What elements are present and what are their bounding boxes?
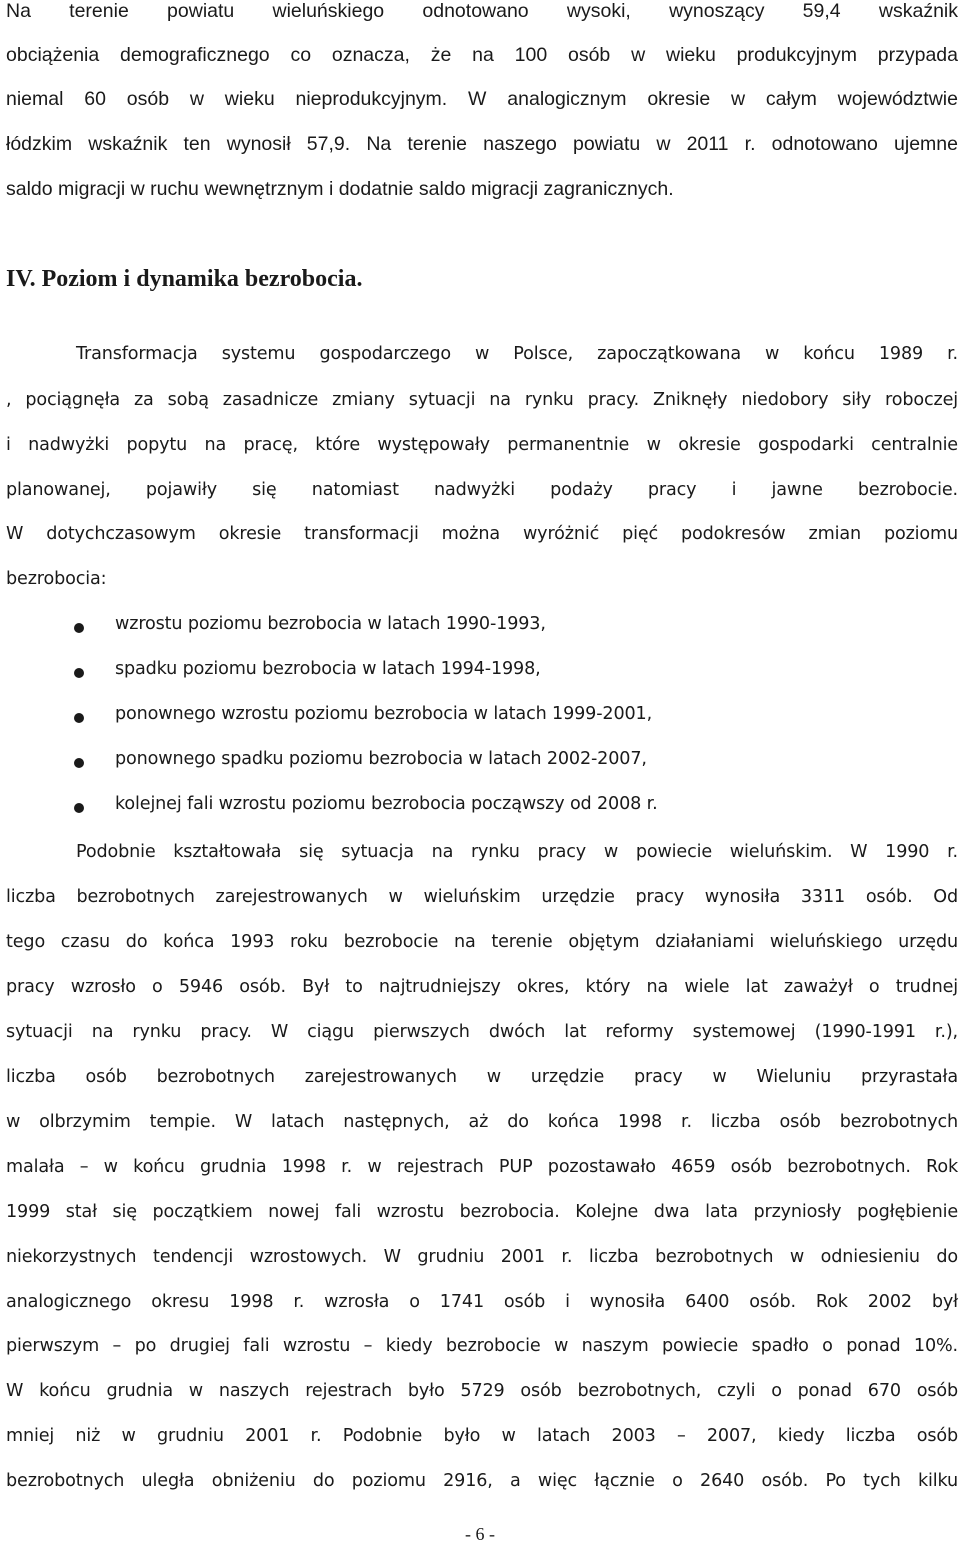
page-number: - 6 - [465,1524,495,1544]
intro-line: łódzkim wskaźnik ten wynosił 57,9. Na terenie naszego powiatu w 2011 r. odnotowano ujemne [6,133,958,155]
paragraph-line: W dotychczasowym okresie transformacji można wyróżnić pięć podokresów zmian poziomu [6,524,958,544]
paragraph-line: Transformacja systemu gospodarczego w Polsce, zapoczątkowana w końcu 1989 r. [76,344,958,364]
bullet-icon [74,803,84,813]
paragraph-line: bezrobotnych uległa obniżeniu do poziomu 2916, a więc łącznie o 2640 osób. Po tych kilku [6,1471,958,1491]
paragraph-line: analogicznego okresu 1998 r. wzrosła o 1741 osób i wynosiła 6400 osób. Rok 2002 był [6,1292,958,1312]
paragraph-line: Podobnie kształtowała się sytuacja na rynku pracy w powiecie wieluńskim. W 1990 r. [76,842,958,862]
paragraph-line: planowanej, pojawiły się natomiast nadwyżki podaży pracy i jawne bezrobocie. [6,480,958,500]
list-item: spadku poziomu bezrobocia w latach 1994-1998, [115,659,541,679]
paragraph-line: 1999 stał się początkiem nowej fali wzrostu bezrobocia. Kolejne dwa lata przyniosły pogłębienie [6,1202,958,1222]
intro-line: saldo migracji w ruchu wewnętrznym i dodatnie saldo migracji zagranicznych. [6,178,674,200]
list-item: ponownego wzrostu poziomu bezrobocia w latach 1999-2001, [115,704,653,724]
paragraph-line: niekorzystnych tendencji wzrostowych. W grudniu 2001 r. liczba bezrobotnych w odniesieniu do [6,1247,958,1267]
section-heading: IV. Poziom i dynamika bezrobocia. [6,266,363,292]
paragraph-line: malała – w końcu grudnia 1998 r. w rejestrach PUP pozostawało 4659 osób bezrobotnych. Rok [6,1157,958,1177]
list-item: kolejnej fali wzrostu poziomu bezrobocia począwszy od 2008 r. [115,794,658,814]
paragraph-line: W końcu grudnia w naszych rejestrach było 5729 osób bezrobotnych, czyli o ponad 670 osób [6,1381,958,1401]
paragraph-line: , pociągnęła za sobą zasadnicze zmiany sytuacji na rynku pracy. Zniknęły niedobory siły roboczej [6,390,958,410]
intro-line: niemal 60 osób w wieku nieprodukcyjnym. W analogicznym okresie w całym województwie [6,88,958,110]
paragraph-line: liczba bezrobotnych zarejestrowanych w wieluńskim urzędzie pracy wynosiła 3311 osób. Od [6,887,958,907]
paragraph-line: pracy wzrosło o 5946 osób. Był to najtrudniejszy okres, który na wiele lat zaważył o trudnej [6,977,958,997]
bullet-icon [74,668,84,678]
list-item: ponownego spadku poziomu bezrobocia w latach 2002-2007, [115,749,647,769]
intro-line: Na terenie powiatu wieluńskiego odnotowano wysoki, wynoszący 59,4 wskaźnik [6,0,958,22]
intro-line: obciążenia demograficznego co oznacza, że na 100 osób w wieku produkcyjnym przypada [6,44,958,66]
paragraph-line: w olbrzymim tempie. W latach następnych, aż do końca 1998 r. liczba osób bezrobotnych [6,1112,958,1132]
paragraph-line: tego czasu do końca 1993 roku bezrobocie na terenie objętym działaniami wieluńskiego urzędu [6,932,958,952]
paragraph-line: i nadwyżki popytu na pracę, które występowały permanentnie w okresie gospodarki centralnie [6,435,958,455]
bullet-icon [74,758,84,768]
paragraph-line: sytuacji na rynku pracy. W ciągu pierwszych dwóch lat reformy systemowej (1990-1991 r.), [6,1022,958,1042]
paragraph-line: liczba osób bezrobotnych zarejestrowanych w urzędzie pracy w Wieluniu przyrastała [6,1067,958,1087]
paragraph-line: bezrobocia: [6,569,107,589]
list-item: wzrostu poziomu bezrobocia w latach 1990-1993, [115,614,546,634]
paragraph-line: mniej niż w grudniu 2001 r. Podobnie było w latach 2003 – 2007, kiedy liczba osób [6,1426,958,1446]
bullet-icon [74,713,84,723]
bullet-icon [74,623,84,633]
paragraph-line: pierwszym – po drugiej fali wzrostu – kiedy bezrobocie w naszym powiecie spadło o ponad 10%. [6,1336,958,1356]
